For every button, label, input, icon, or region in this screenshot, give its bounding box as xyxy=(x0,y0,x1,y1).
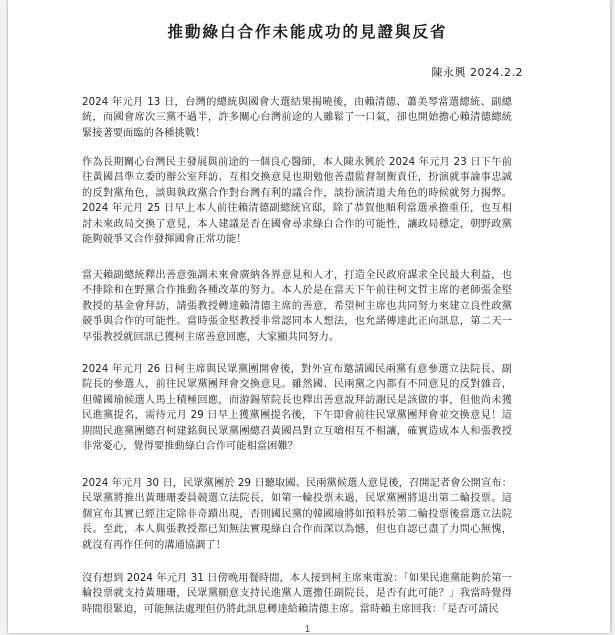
author-date-line: 陳永興 2024.2.2 xyxy=(431,66,523,79)
paragraph-3: 當天賴副總統釋出善意強調未來會廣納各界意見和人才，打造全民政府謀求全民最大利益，也不排除和在野黨合作推動各種改革的努力。本人於是在當天下午前往柯文哲主席的老師張金堅教授的基金會拜訪，請張教授轉達賴清德主席的善意，希望柯主席也共同努力來建立良性政黨競爭與合作的可能性。當時張金堅教授非常認同本人想法，也允諾傳達此正向訊息，第二天一早張教授就回訊已獲柯主席善意回應，大家顯共同努力。 xyxy=(82,270,512,343)
paragraph-6: 沒有想到 2024 年元月 31 日傍晚用餐時間，本人接到柯主席來電說：「如果民進黨能夠於第一輪投票就支持黃珊珊，民眾黨願意支持民進黨人選擔任副院長，是否有此可能？」我當時覺得時間很緊迫，可能無法處理但仍將此訊息轉達給賴清德主席。當時賴主席回我：「是否可請民 xyxy=(82,573,512,615)
page-number: 1 xyxy=(304,625,311,635)
paragraph-1: 2024 年元月 13 日，台灣的總統與國會大選結果揭曉後，由賴清德、蕭美琴當選總統、副總統，而國會席次三黨不過半，許多關心台灣前途的人雖鬆了一口氣，卻也開始擔心賴清德總統緊接著要面臨的各種挑戰！ xyxy=(82,97,512,139)
paragraph-4: 2024 年元月 26 日柯主席與民眾黨團開會後，對外宣布邀請國民兩黨有意參選立法院長、副院長的參選人，前往民眾黨團拜會交換意見。雖然國、民兩黨之內都有不同意見的反對雜音，但韓國瑜候選人馬上積極回應，而游錫堃院長也釋出善意說拜訪謝民是該做的事，但他尚未獲民進黨提名，需待元月 29 日早上獲黨團提名後，下午即會前往民眾黨團拜會並交換意見！這期間民進黨團總召柯建銘與民眾黨團總召黃國昌對立互嗆相互不相讓，確實造成本人和張教授非常憂心，覺得要推動綠白合作可能相當困難？ xyxy=(82,364,512,453)
document-title: 推動綠白合作未能成功的見證與反省 xyxy=(167,22,448,41)
paragraph-2: 作為長期關心台灣民主發展與前途的一個良心醫師，本人陳永興於 2024 年元月 23 日下午前往黃國昌準立委的辦公室拜訪、互相交換意見也期勉他善盡監督制衡責任，扮演就事論事忠誠的反對黨角色，談與執政黨合作對台灣有利的議合作，談扮演清道夫角色的時候就努力揭弊。2024 年元月 25 日早上本人前往賴清德副總統官邸，除了恭賀他順利當選承擔重任，也互相討未來政局交換了意見，本人建議是否在國會尋求綠白合作的可能性，讓政局穩定，朝野政黨能夠競爭又合作發揮國會正常功能！ xyxy=(82,157,512,246)
paragraph-5: 2024 年元月 30 日，民眾黨團於 29 日聽取國、民兩黨候選人意見後，召開記者會公開宣布：民眾黨將推出黃珊珊委員競選立法院長，如第一輪投票未過，民眾黨團將退出第二輪投票。這個宣布其實已經注定除非奇蹟出現，否則國民黨的韓國瑜將如預料於第二輪投票後當選立法院長。至此，本人與張教授都已知無法實現綠白合作而深以為憾，但也自認已盡了力問心無愧，就沒有再作任何的溝通協調了！ xyxy=(82,478,512,551)
